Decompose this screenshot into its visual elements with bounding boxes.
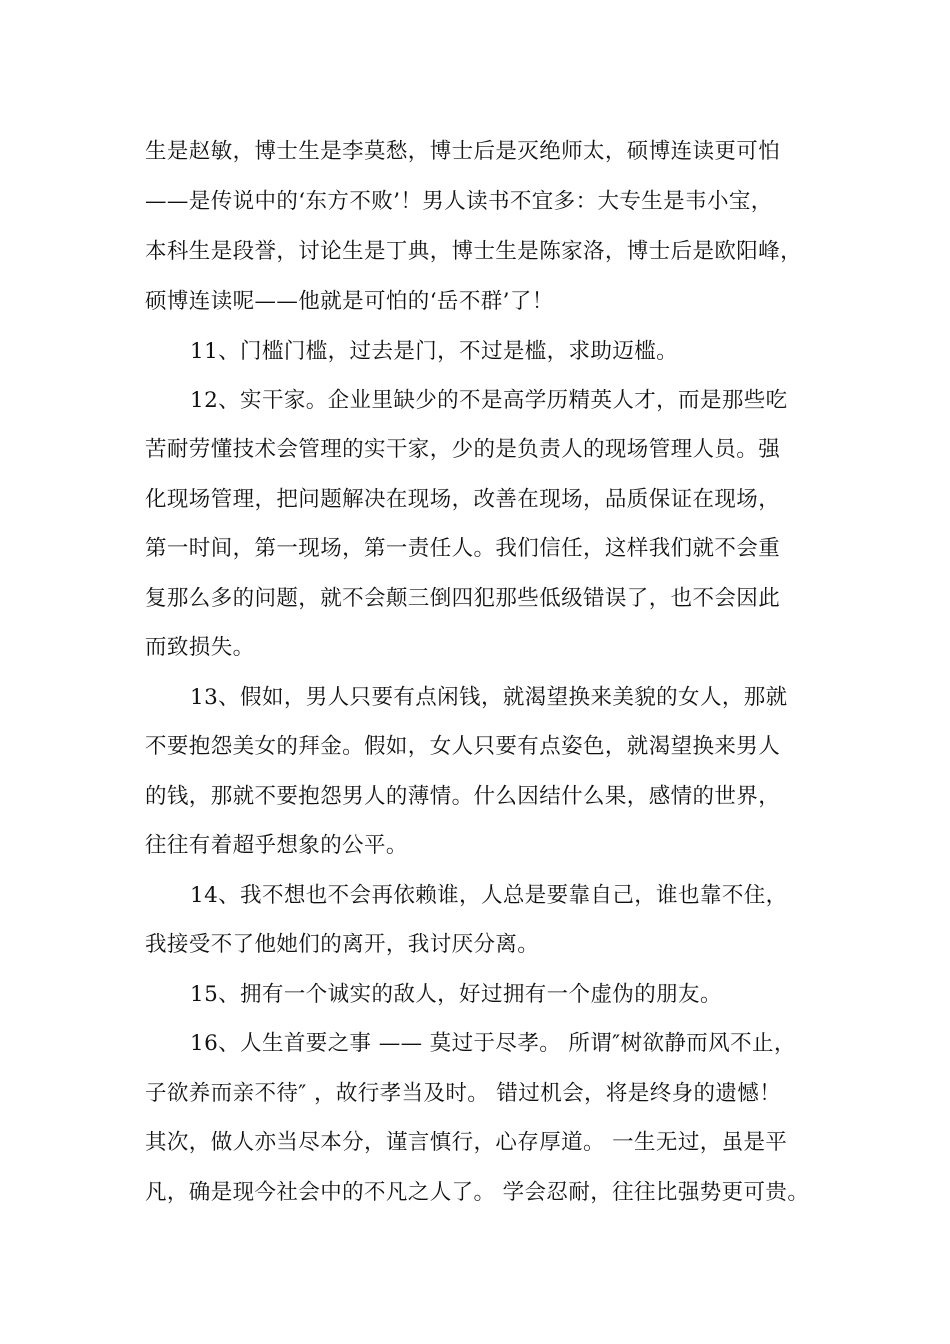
text-line: 生是赵敏，博士生是李莫愁，博士后是灭绝师太，硕博连读更可怕 [145,139,781,164]
text-line: 不要抱怨美女的拜金。假如，女人只要有点姿色，就渴望换来男人 [145,734,781,759]
text-line: 14、我不想也不会再依赖谁，人总是要靠自己，谁也靠不住， [190,883,788,908]
text-line: 苦耐劳懂技术会管理的实干家，少的是负责人的现场管理人员。强 [145,437,781,462]
text-line: 而致损失。 [145,635,255,660]
text-line: 12、实干家。企业里缺少的不是高学历精英人才，而是那些吃 [190,388,788,413]
text-line: 硕博连读呢——他就是可怕的‘岳不群’了！ [145,289,554,314]
text-line: 第一时间，第一现场，第一责任人。我们信任，这样我们就不会重 [145,536,781,561]
text-line: 15、拥有一个诚实的敌人，好过拥有一个虚伪的朋友。 [190,982,722,1007]
text-line: 复那么多的问题，就不会颠三倒四犯那些低级错误了，也不会因此 [145,586,781,611]
text-line: 子欲养而亲不待″ ，故行孝当及时。 错过机会，将是终身的遗憾！ [145,1081,782,1106]
text-line: 13、假如，男人只要有点闲钱，就渴望换来美貌的女人，那就 [190,685,788,710]
text-line: ——是传说中的‘东方不败’！男人读书不宜多：大专生是韦小宝， [145,189,773,214]
text-line: 本科生是段誉，讨论生是丁典，博士生是陈家洛，博士后是欧阳峰， [145,239,803,264]
text-line: 的钱，那就不要抱怨男人的薄情。什么因结什么果，感情的世界， [145,784,781,809]
text-line: 16、人生首要之事 —— 莫过于尽孝。 所谓″树欲静而风不止， [190,1031,796,1056]
text-line: 11、门槛门槛，过去是门，不过是槛，求助迈槛。 [190,339,679,364]
text-line: 往往有着超乎想象的公平。 [145,833,408,858]
text-line: 化现场管理，把问题解决在现场，改善在现场，品质保证在现场， [145,487,781,512]
text-line: 我接受不了他她们的离开，我讨厌分离。 [145,932,540,957]
text-line: 其次，做人亦当尽本分，谨言慎行，心存厚道。 一生无过，虽是平 [145,1130,788,1155]
text-line: 凡，确是现今社会中的不凡之人了。 学会忍耐，往往比强势更可贵。 [145,1180,810,1205]
